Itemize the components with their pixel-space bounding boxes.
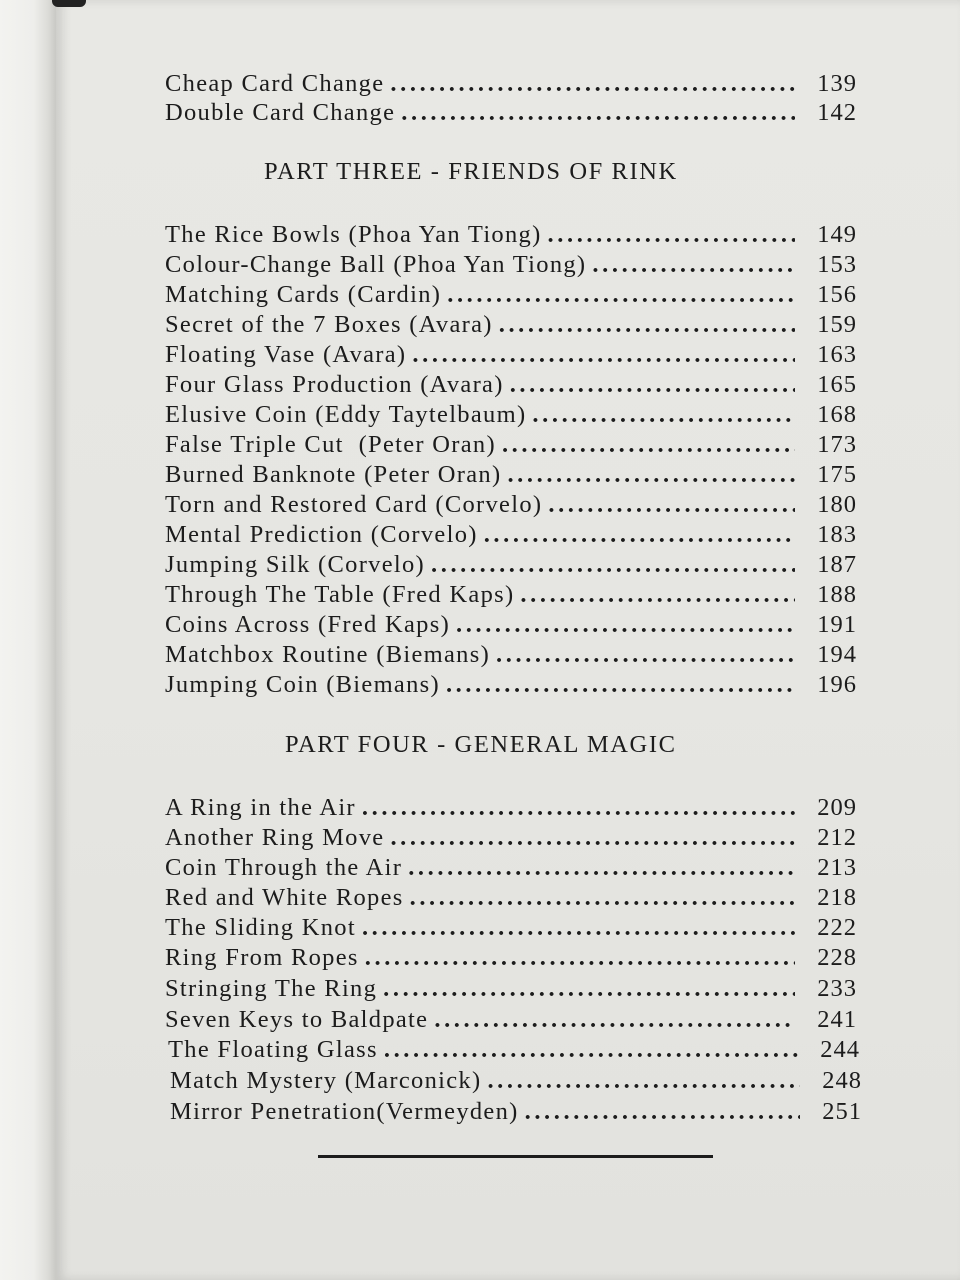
leader-dots: [434, 1006, 795, 1034]
entry-page-number: 241: [817, 1006, 857, 1033]
entry-title: Seven Keys to Baldpate: [165, 1006, 429, 1033]
toc-entry: [165, 824, 857, 854]
leader-dots: [412, 341, 795, 369]
entry-page-number: 213: [817, 854, 857, 881]
entry-page-number: 218: [817, 884, 857, 911]
toc-entry: [165, 641, 857, 671]
entry-page-number: 183: [817, 521, 857, 548]
entry-title: False Triple Cut (Peter Oran): [165, 431, 496, 458]
toc-entry: [165, 341, 857, 371]
entry-page-number: 149: [817, 221, 857, 248]
toc-entry: [165, 311, 857, 341]
leader-dots: [507, 461, 795, 489]
leader-dots: [548, 221, 795, 249]
toc-entry: [165, 914, 857, 944]
toc-entry: [170, 1067, 862, 1097]
entry-title: Stringing The Ring: [165, 975, 378, 1002]
entry-title: Mental Prediction (Corvelo): [165, 521, 478, 548]
entry-page-number: 165: [817, 371, 857, 398]
leader-dots: [362, 794, 795, 822]
toc-entry: [165, 884, 857, 914]
leader-dots: [384, 1036, 798, 1064]
toc-entry: [165, 70, 857, 100]
entry-title: Four Glass Production (Avara): [165, 371, 504, 398]
toc-entry: [165, 371, 857, 401]
entry-title: Through The Table (Fred Kaps): [165, 581, 515, 608]
entry-title: Double Card Change: [165, 99, 396, 126]
entry-page-number: 248: [822, 1067, 862, 1094]
entry-title: The Floating Glass: [168, 1036, 378, 1063]
entry-page-number: 244: [820, 1036, 860, 1063]
toc-entry: [165, 671, 857, 701]
leader-dots: [362, 914, 795, 942]
leader-dots: [401, 99, 795, 127]
part-three-heading: PART THREE - FRIENDS OF RINK: [264, 158, 678, 185]
entry-page-number: 168: [817, 401, 857, 428]
toc-entry: [165, 581, 857, 611]
leader-dots: [365, 944, 795, 972]
entry-title: Burned Banknote (Peter Oran): [165, 461, 502, 488]
entry-page-number: 139: [817, 70, 857, 97]
leader-dots: [510, 371, 795, 399]
entry-page-number: 233: [817, 975, 857, 1002]
leader-dots: [390, 70, 795, 98]
toc-entry: [170, 1098, 862, 1128]
leader-dots: [431, 551, 795, 579]
entry-title: The Rice Bowls (Phoa Yan Tiong): [165, 221, 542, 248]
leader-dots: [548, 491, 795, 519]
toc-entry: [165, 221, 857, 251]
toc-entry: [165, 611, 857, 641]
leader-dots: [447, 281, 795, 309]
leader-dots: [520, 581, 795, 609]
entry-title: The Sliding Knot: [165, 914, 356, 941]
page-corner-mark: [52, 0, 86, 7]
entry-page-number: 251: [822, 1098, 862, 1125]
entry-title: Floating Vase (Avara): [165, 341, 407, 368]
leader-dots: [456, 611, 795, 639]
entry-page-number: 228: [817, 944, 857, 971]
leader-dots: [383, 975, 795, 1003]
toc-entry: [165, 854, 857, 884]
entry-page-number: 163: [817, 341, 857, 368]
toc-entry: [165, 944, 857, 974]
entry-page-number: 222: [817, 914, 857, 941]
entry-page-number: 209: [817, 794, 857, 821]
leader-dots: [499, 311, 795, 339]
entry-page-number: 191: [817, 611, 857, 638]
toc-entry: [165, 794, 857, 824]
entry-page-number: 187: [817, 551, 857, 578]
entry-page-number: 153: [817, 251, 857, 278]
closing-rule: [318, 1155, 713, 1158]
entry-page-number: 180: [817, 491, 857, 518]
toc-entry: [165, 461, 857, 491]
entry-title: Ring From Ropes: [165, 944, 359, 971]
toc-entry: [168, 1036, 860, 1066]
entry-title: Cheap Card Change: [165, 70, 385, 97]
entry-page-number: 156: [817, 281, 857, 308]
toc-entry: [165, 491, 857, 521]
toc-entry: [165, 521, 857, 551]
entry-title: Matching Cards (Cardin): [165, 281, 442, 308]
entry-page-number: 196: [817, 671, 857, 698]
part-four-heading: PART FOUR - GENERAL MAGIC: [285, 731, 677, 758]
toc-entry: [165, 99, 857, 129]
leader-dots: [408, 854, 795, 882]
entry-title: A Ring in the Air: [165, 794, 356, 821]
leader-dots: [410, 884, 795, 912]
leader-dots: [487, 1067, 800, 1095]
leader-dots: [532, 401, 795, 429]
entry-page-number: 212: [817, 824, 857, 851]
entry-title: Matchbox Routine (Biemans): [165, 641, 491, 668]
toc-entry: [165, 551, 857, 581]
leader-dots: [592, 251, 795, 279]
leader-dots: [496, 641, 795, 669]
toc-entry: [165, 401, 857, 431]
leader-dots: [502, 431, 795, 459]
facing-page-edge: [0, 0, 56, 1280]
entry-page-number: 159: [817, 311, 857, 338]
entry-page-number: 173: [817, 431, 857, 458]
leader-dots: [390, 824, 795, 852]
entry-title: Jumping Coin (Biemans): [165, 671, 440, 698]
toc-entry: [165, 251, 857, 281]
entry-title: Coin Through the Air: [165, 854, 403, 881]
entry-title: Jumping Silk (Corvelo): [165, 551, 425, 578]
entry-title: Red and White Ropes: [165, 884, 404, 911]
toc-entry: [165, 431, 857, 461]
entry-title: Mirror Penetration(Vermeyden): [170, 1098, 519, 1125]
toc-entry: [165, 281, 857, 311]
entry-title: Elusive Coin (Eddy Taytelbaum): [165, 401, 527, 428]
entry-title: Secret of the 7 Boxes (Avara): [165, 311, 493, 338]
entry-title: Coins Across (Fred Kaps): [165, 611, 451, 638]
entry-page-number: 142: [817, 99, 857, 126]
entry-page-number: 194: [817, 641, 857, 668]
leader-dots: [525, 1098, 800, 1126]
toc-entry: [165, 1006, 857, 1036]
toc-entry: [165, 975, 857, 1005]
entry-title: Match Mystery (Marconick): [170, 1067, 482, 1094]
leader-dots: [446, 671, 795, 699]
entry-title: Another Ring Move: [165, 824, 385, 851]
leader-dots: [484, 521, 795, 549]
entry-page-number: 188: [817, 581, 857, 608]
entry-title: Colour-Change Ball (Phoa Yan Tiong): [165, 251, 587, 278]
entry-title: Torn and Restored Card (Corvelo): [165, 491, 543, 518]
entry-page-number: 175: [817, 461, 857, 488]
